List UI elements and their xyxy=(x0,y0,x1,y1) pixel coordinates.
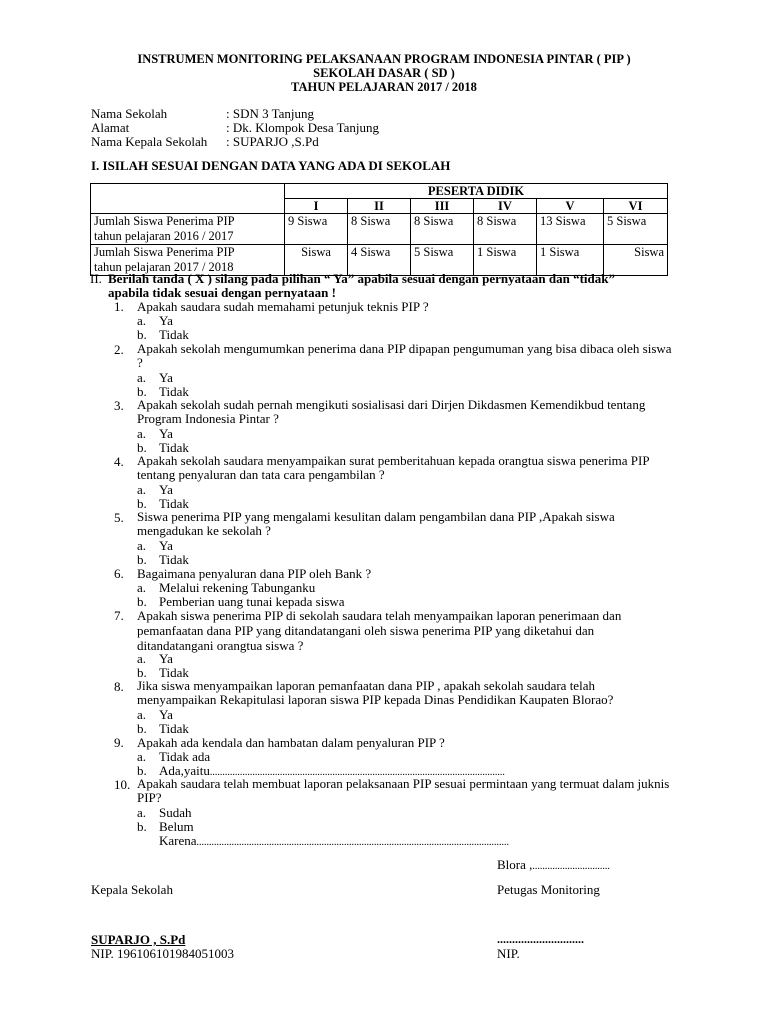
col-header-3: III xyxy=(411,199,474,214)
address-label: Alamat xyxy=(91,120,130,135)
table-cell: 1 Siswa xyxy=(537,245,604,276)
date-dots: ............................... xyxy=(532,861,610,872)
table-cell: Siswa xyxy=(604,245,668,276)
option-text: Tidak xyxy=(159,721,189,736)
option-letter: a. xyxy=(137,426,147,441)
question-text: Apakah ada kendala dan hambatan dalam penyaluran PIP ? xyxy=(137,735,445,750)
table-row xyxy=(91,214,668,245)
option-text: Tidak xyxy=(159,384,189,399)
address-value: : Dk. Klompok Desa Tanjung xyxy=(226,120,380,135)
option-letter: a. xyxy=(137,749,147,764)
row-label-line1: Jumlah Siswa Penerima PIP xyxy=(94,214,235,228)
option-letter: b. xyxy=(137,665,147,680)
col-header-2: II xyxy=(348,199,411,214)
principal-role: Kepala Sekolah xyxy=(91,882,173,897)
question-text: Siswa penerima PIP yang mengalami kesulitan dalam pengambilan dana PIP ,Apakah siswa mengadukan ke sekolah ? xyxy=(137,509,615,538)
place-date xyxy=(497,857,610,873)
fill-in-dots: ............................................................................................................................. xyxy=(196,837,510,848)
question-number: 9. xyxy=(114,735,124,750)
row-label-line1: Jumlah Siswa Penerima PIP xyxy=(94,245,235,259)
monitor-role: Petugas Monitoring xyxy=(497,882,600,897)
option-text: Ya xyxy=(159,426,173,441)
fill-in-dots: ...................................................................................................................... xyxy=(209,767,505,778)
option-text: Tidak xyxy=(159,440,189,455)
section-2-number: II. xyxy=(90,271,102,286)
question-text: Apakah siswa penerima PIP di sekolah saudara telah menyampaikan laporan penerimaan dan pemanfaatan dana PIP yang ditandatangani oleh siswa penerima PIP yang diketahui dan ditandatangani orangtua siswa ? xyxy=(137,608,622,653)
principal-value: : SUPARJO ,S.Pd xyxy=(226,134,319,149)
table-group-header: PESERTA DIDIK xyxy=(285,184,668,199)
question-number: 4. xyxy=(114,454,124,469)
option-text: Ya xyxy=(159,651,173,666)
question-number: 7. xyxy=(114,608,124,623)
option-letter: b. xyxy=(137,721,147,736)
school-name-value: : SDN 3 Tanjung xyxy=(226,106,315,121)
option-letter: a. xyxy=(137,580,147,595)
section-2-instruction-line1: Berilah tanda ( X ) silang pada pilihan “ Ya” apabila sesuai dengan pernyataan dan “tidak” xyxy=(108,271,616,286)
option-letter: a. xyxy=(137,805,147,820)
option-text: Tidak xyxy=(159,665,189,680)
option-text: Ya xyxy=(159,370,173,385)
option-text: Ya xyxy=(159,538,173,553)
monitor-nip: NIP. xyxy=(497,946,520,961)
question-number: 2. xyxy=(114,342,124,357)
option-text: Ada,yaitu xyxy=(159,763,210,778)
option-letter: b. xyxy=(137,552,147,567)
option-text: Tidak xyxy=(159,496,189,511)
question-text: Apakah sekolah mengumumkan penerima dana PIP dipapan pengumuman yang bisa dibaca oleh siswa ? xyxy=(137,341,672,370)
option-letter: b. xyxy=(137,594,147,609)
option-text: Tidak xyxy=(159,327,189,342)
option-text: Melalui rekening Tabunganku xyxy=(159,580,316,595)
option-letter: b. xyxy=(137,496,147,511)
col-header-6: VI xyxy=(604,199,668,214)
table-cell: 8 Siswa xyxy=(474,214,537,245)
instruction-text: apabila tidak sesuai dengan pernyataan xyxy=(108,285,329,300)
option-letter: a. xyxy=(137,370,147,385)
option-letter: b. xyxy=(137,327,147,342)
question-number: 3. xyxy=(114,398,124,413)
table-cell: 8 Siswa xyxy=(348,214,411,245)
option-letter: a. xyxy=(137,313,147,328)
col-header-4: IV xyxy=(474,199,537,214)
row-label-line2: tahun pelajaran 2017 / 2018 xyxy=(94,260,234,274)
option-letter: b. xyxy=(137,763,147,778)
question-text: Jika siswa menyampaikan laporan pemanfaatan dana PIP , apakah sekolah saudara telah menyampaikan Rekapitulasi laporan siswa PIP kepada Dinas Pendidikan Kaupaten Blorao? xyxy=(137,678,614,707)
section-1-title: I. ISILAH SESUAI DENGAN DATA YANG ADA DI SEKOLAH xyxy=(91,158,451,173)
question-text: Apakah sekolah sudah pernah mengikuti sosialisasi dari Dirjen Dikdasmen Kemendikbud tentang Program Indonesia Pintar ? xyxy=(137,397,646,426)
option-letter: a. xyxy=(137,651,147,666)
question-number: 8. xyxy=(114,679,124,694)
col-header-5: V xyxy=(537,199,604,214)
option-letter: b. xyxy=(137,384,147,399)
option-text: Pemberian uang tunai kepada siswa xyxy=(159,594,345,609)
reason-label: Karena xyxy=(159,833,197,848)
table-cell: 8 Siswa xyxy=(411,214,474,245)
question-number: 6. xyxy=(114,566,124,581)
option-text: Ya xyxy=(159,313,173,328)
option-text: Belum xyxy=(159,819,194,834)
question-text: Bagaimana penyaluran dana PIP oleh Bank ? xyxy=(137,566,372,581)
school-name-label: Nama Sekolah xyxy=(91,106,168,121)
option-text: Tidak ada xyxy=(159,749,211,764)
doc-title-line3: TAHUN PELAJARAN 2017 / 2018 xyxy=(291,80,477,94)
doc-title-line1: INSTRUMEN MONITORING PELAKSANAAN PROGRAM INDONESIA PINTAR ( PIP ) xyxy=(137,52,631,66)
question-number: 10. xyxy=(114,777,131,792)
instruction-end: ! xyxy=(328,285,336,300)
question-text: Apakah sekolah saudara menyampaikan surat pemberitahuan kepada orangtua siswa penerima PIP tentang penyaluran dan tata cara pengambilan ? xyxy=(137,453,650,482)
table-cell: 9 Siswa xyxy=(285,214,348,245)
row-label-line2: tahun pelajaran 2016 / 2017 xyxy=(94,229,234,243)
option-letter: a. xyxy=(137,482,147,497)
option-text: Ya xyxy=(159,707,173,722)
reason-line xyxy=(159,833,509,849)
principal-nip: NIP. 196106101984051003 xyxy=(91,946,235,961)
col-header-1: I xyxy=(285,199,348,214)
students-table xyxy=(90,183,668,276)
doc-title-line2: SEKOLAH DASAR ( SD ) xyxy=(313,66,455,80)
option-letter: b. xyxy=(137,819,147,834)
question-text: Apakah saudara telah membuat laporan pelaksanaan PIP sesuai permintaan yang termuat dalam juknis PIP? xyxy=(137,776,670,805)
option-letter: a. xyxy=(137,538,147,553)
principal-signature-name: SUPARJO , S.Pd xyxy=(91,932,186,947)
question-number: 1. xyxy=(114,299,124,314)
question-text: Apakah saudara sudah memahami petunjuk teknis PIP ? xyxy=(137,299,429,314)
table-corner-cell xyxy=(91,184,285,214)
option-text: Sudah xyxy=(159,805,192,820)
place-text: Blora , xyxy=(497,857,533,872)
principal-label: Nama Kepala Sekolah xyxy=(91,134,208,149)
option-text: Tidak xyxy=(159,552,189,567)
table-cell: 5 Siswa xyxy=(604,214,668,245)
option-letter: a. xyxy=(137,707,147,722)
option-text: Ya xyxy=(159,482,173,497)
question-number: 5. xyxy=(114,510,124,525)
table-cell: Siswa xyxy=(285,245,348,276)
table-cell: 1 Siswa xyxy=(474,245,537,276)
table-cell: 4 Siswa xyxy=(348,245,411,276)
row-label xyxy=(91,214,285,245)
monitor-signature-name: ............................. xyxy=(497,932,584,946)
table-cell: 5 Siswa xyxy=(411,245,474,276)
option-letter: b. xyxy=(137,440,147,455)
table-cell: 13 Siswa xyxy=(537,214,604,245)
